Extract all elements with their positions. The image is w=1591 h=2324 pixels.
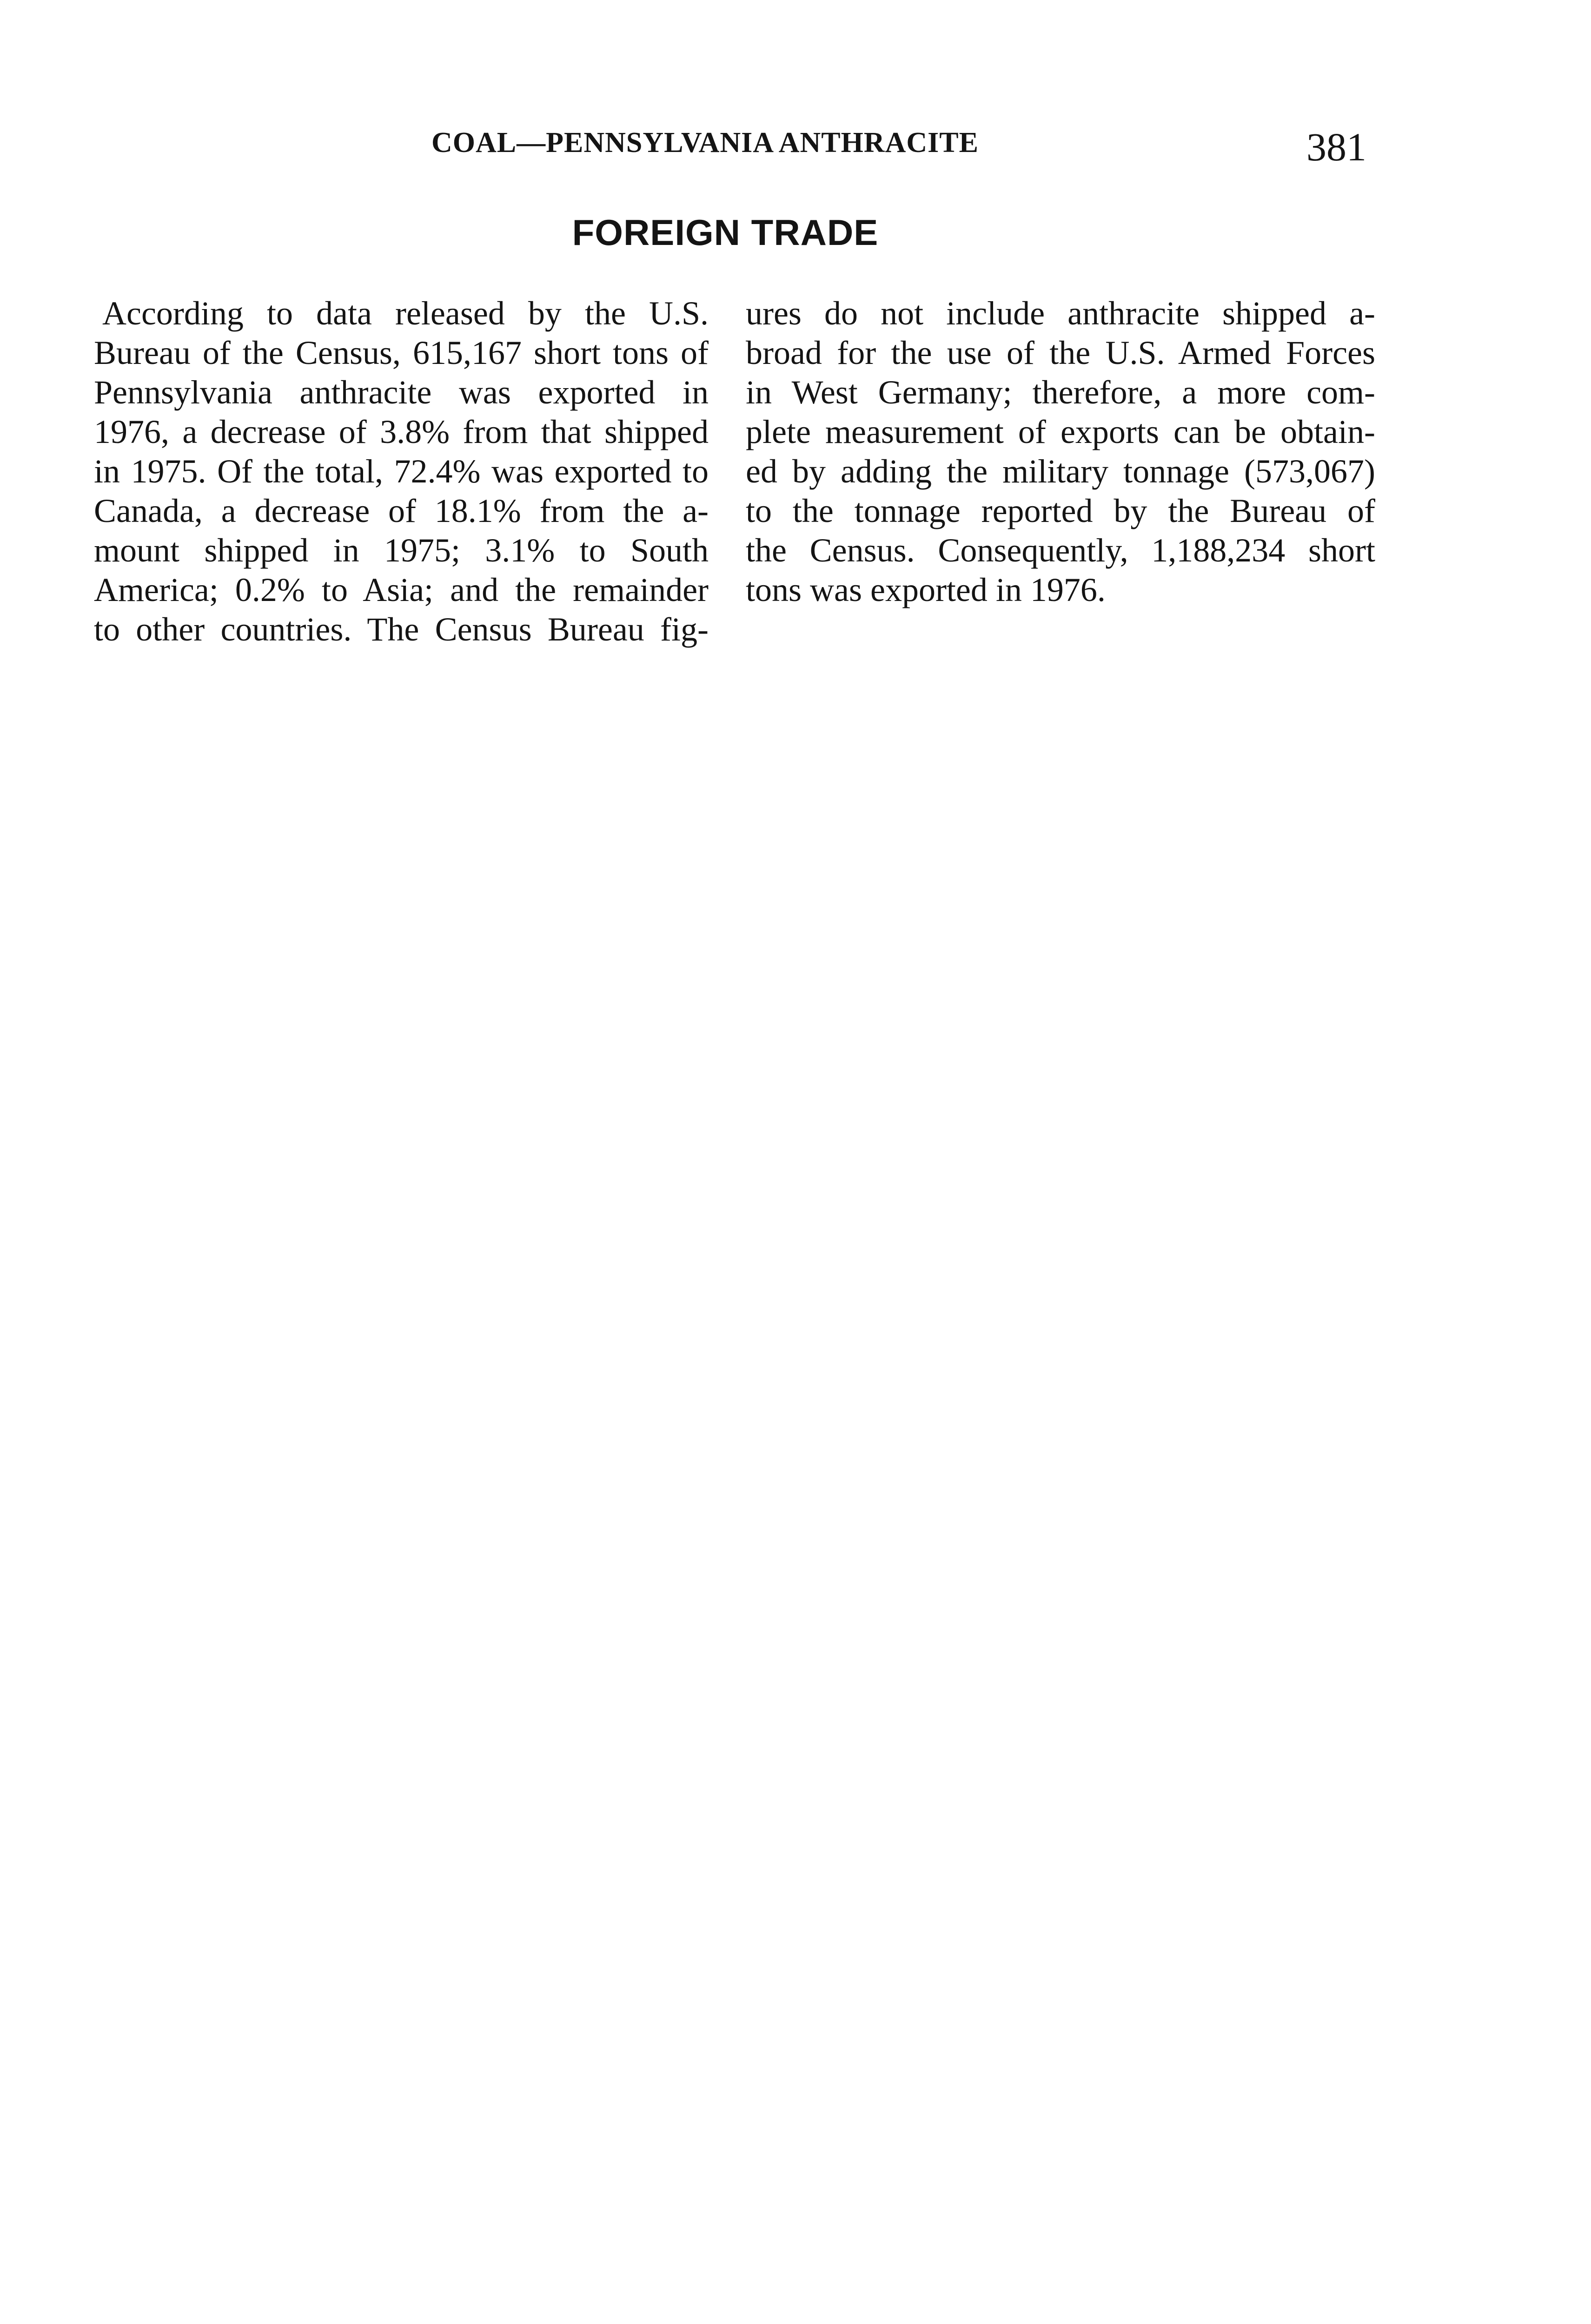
text-line: Bureau of the Census, 615,167 short tons of bbox=[94, 334, 709, 371]
page-number: 381 bbox=[1306, 125, 1366, 169]
body-column-left bbox=[94, 294, 709, 649]
section-title: FOREIGN TRADE bbox=[572, 212, 879, 253]
text-line: tons was exported in 1976. bbox=[746, 571, 1106, 608]
text-line: mount shipped in 1975; 3.1% to South bbox=[94, 532, 709, 569]
text-line: ed by adding the military tonnage (573,067) bbox=[746, 453, 1375, 490]
text-line: 1976, a decrease of 3.8% from that shipped bbox=[94, 413, 709, 450]
text-line: broad for the use of the U.S. Armed Forces bbox=[746, 334, 1375, 371]
text-line: Pennsylvania anthracite was exported in bbox=[94, 374, 709, 411]
text-line: in West Germany; therefore, a more com- bbox=[746, 374, 1375, 411]
text-line: plete measurement of exports can be obtain- bbox=[746, 413, 1375, 450]
text-line: Canada, a decrease of 18.1% from the a- bbox=[94, 492, 709, 529]
text-line: to other countries. The Census Bureau fig- bbox=[94, 611, 709, 648]
text-line: According to data released by the U.S. bbox=[102, 295, 709, 332]
running-head: COAL—PENNSYLVANIA ANTHRACITE bbox=[431, 127, 979, 158]
text-line: the Census. Consequently, 1,188,234 short bbox=[746, 532, 1375, 569]
text-line: to the tonnage reported by the Bureau of bbox=[746, 492, 1375, 529]
text-line: in 1975. Of the total, 72.4% was exported to bbox=[94, 453, 709, 490]
text-line: ures do not include anthracite shipped a- bbox=[746, 295, 1375, 332]
text-line: America; 0.2% to Asia; and the remainder bbox=[94, 571, 709, 608]
body-column-right bbox=[746, 294, 1375, 610]
